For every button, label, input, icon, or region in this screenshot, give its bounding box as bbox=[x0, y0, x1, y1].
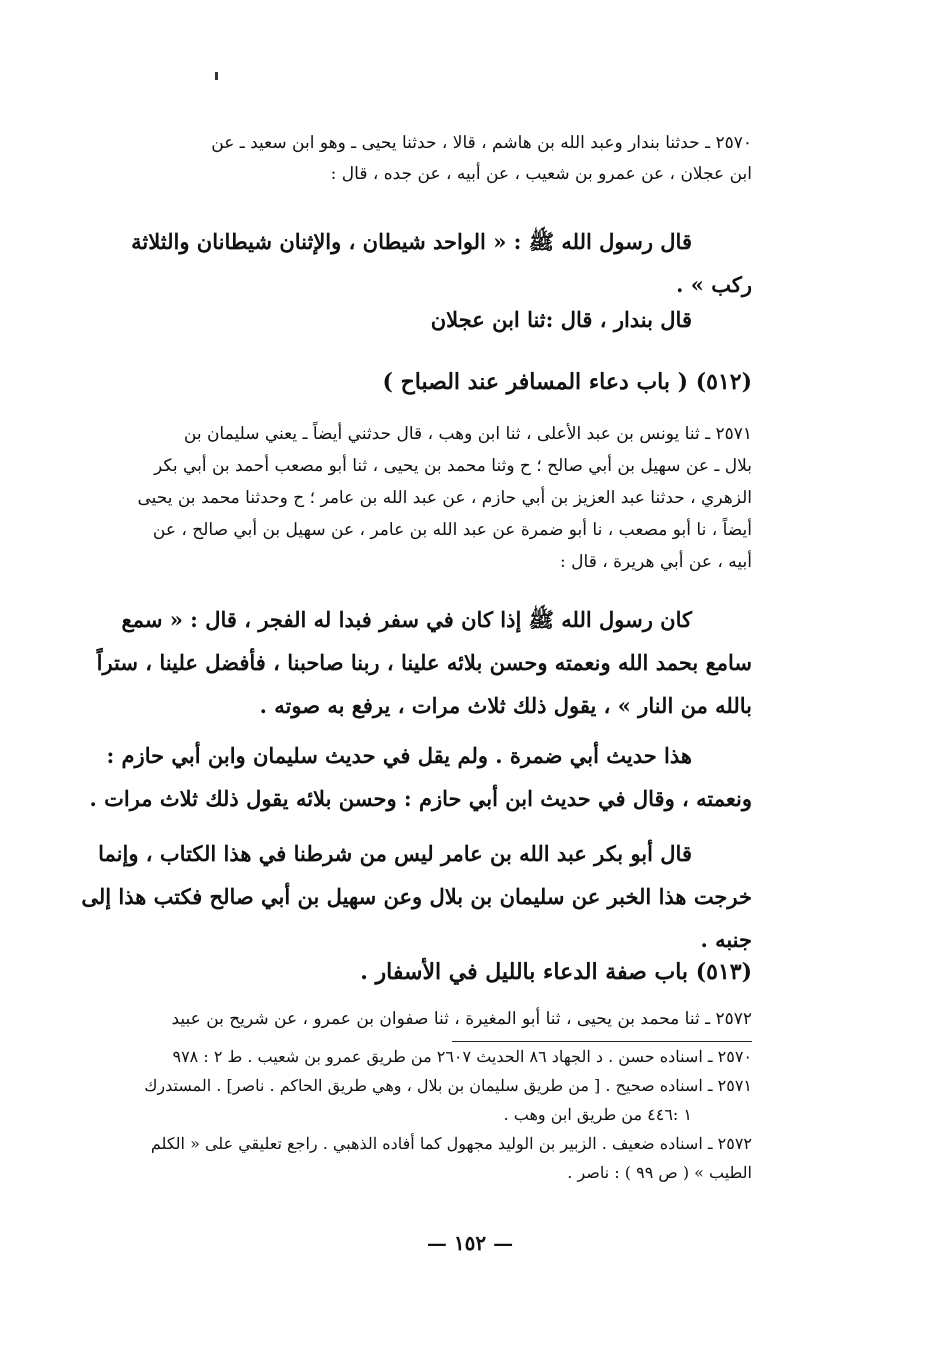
text-line: قال أبو بكر عبد الله بن عامر ليس من شرطنا في هذا الكتاب ، وإنما bbox=[98, 841, 692, 866]
footnote-line: الطيب » ( ص ٩٩ ) : ناصر . bbox=[567, 1163, 752, 1182]
footnotes bbox=[80, 1042, 752, 1187]
chapter-heading-513 bbox=[80, 952, 752, 992]
hadith-2570-matn bbox=[80, 220, 752, 306]
text-line: قال بندار ، قال :ثنا ابن عجلان bbox=[430, 307, 692, 332]
footnote-line: ٢٥٧١ ـ اسناده صحيح . [ من طريق سليمان بن بلال ، وهي طريق الحاكم . ناصر] . المستدرك bbox=[144, 1076, 752, 1095]
ink-speck bbox=[215, 72, 218, 80]
text-line: ٢٥٧١ ـ ثنا يونس بن عبد الأعلى ، ثنا ابن وهب ، قال حدثني أيضاً ـ يعني سليمان بن bbox=[183, 424, 752, 444]
text-line: جنبه . bbox=[700, 927, 752, 952]
heading-text: (٥١٣) باب صفة الدعاء بالليل في الأسفار . bbox=[360, 959, 752, 985]
text-line: كان رسول الله ﷺ إذا كان في سفر فبدا له الفجر ، قال : « سمع bbox=[121, 607, 692, 632]
page-number: — ١٥٢ — bbox=[426, 1231, 514, 1255]
hadith-2570-isnad bbox=[80, 128, 752, 190]
hadith-2572-isnad bbox=[80, 1004, 752, 1035]
text-line: ركب » . bbox=[676, 272, 752, 297]
text-line: ٢٥٧٠ ـ حدثنا بندار وعبد الله بن هاشم ، قالا ، حدثنا يحيى ـ وهو ابن سعيد ـ عن bbox=[211, 133, 752, 153]
hadith-2571-comment bbox=[80, 734, 752, 820]
hadith-2570-note bbox=[80, 298, 752, 341]
text-line: الزهري ، حدثنا عبد العزيز بن أبي حازم ، عن عبد الله بن عامر ؛ ح وحدثنا محمد بن يحيى bbox=[137, 488, 752, 508]
chapter-heading-512 bbox=[80, 362, 752, 402]
text-line: أيضاً ، نا أبو مصعب ، نا أبو ضمرة عن عبد الله بن عامر ، عن سهيل بن أبي صالح ، عن bbox=[152, 520, 752, 540]
hadith-2571-matn bbox=[80, 598, 752, 727]
text-line: بالله من النار » ، يقول ذلك ثلاث مرات ، يرفع به صوته . bbox=[259, 693, 752, 718]
text-line: قال رسول الله ﷺ : « الواحد شيطان ، والإثنان شيطانان والثلاثة bbox=[131, 229, 692, 254]
text-line: ٢٥٧٢ ـ ثنا محمد بن يحيى ، ثنا أبو المغيرة ، ثنا صفوان بن عمرو ، عن شريح بن عبيد bbox=[171, 1009, 752, 1029]
author-comment bbox=[80, 832, 752, 961]
footnote-line: ١ :٤٤٦ من طريق ابن وهب . bbox=[503, 1105, 692, 1124]
hadith-2571-isnad bbox=[80, 418, 752, 578]
footnote-line: ٢٥٧٠ ـ اسناده حسن . د الجهاد ٨٦ الحديث ٢٦٠٧ من طريق عمرو بن شعيب . ط ٢ : ٩٧٨ bbox=[172, 1047, 752, 1066]
text-line: سامع بحمد الله ونعمته وحسن بلائه علينا ، ربنا صاحبنا ، فأفضل علينا ، ستراً bbox=[96, 650, 752, 675]
text-line: أبيه ، عن أبي هريرة ، قال : bbox=[560, 552, 752, 572]
text-line: بلال ـ عن سهيل بن أبي صالح ؛ ح وثنا محمد بن يحيى ، ثنا أبو مصعب أحمد بن أبي بكر bbox=[154, 456, 752, 476]
text-line: هذا حديث أبي ضمرة . ولم يقل في حديث سليمان وابن أبي حازم : bbox=[106, 743, 692, 768]
text-line: ونعمته ، وقال في حديث ابن أبي حازم : وحسن بلائه يقول ذلك ثلاث مرات . bbox=[89, 786, 752, 811]
text-line: ابن عجلان ، عن عمرو بن شعيب ، عن أبيه ، عن جده ، قال : bbox=[330, 164, 752, 184]
heading-text: (٥١٢) ( باب دعاء المسافر عند الصباح ) bbox=[382, 369, 752, 395]
footnote-line: ٢٥٧٢ ـ اسناده ضعيف . الزبير بن الوليد مجهول كما أفاده الذهبي . راجع تعليقي على « الكلم bbox=[150, 1134, 752, 1153]
text-line: خرجت هذا الخبر عن سليمان بن بلال وعن سهيل بن أبي صالح فكتب هذا إلى bbox=[81, 884, 752, 909]
